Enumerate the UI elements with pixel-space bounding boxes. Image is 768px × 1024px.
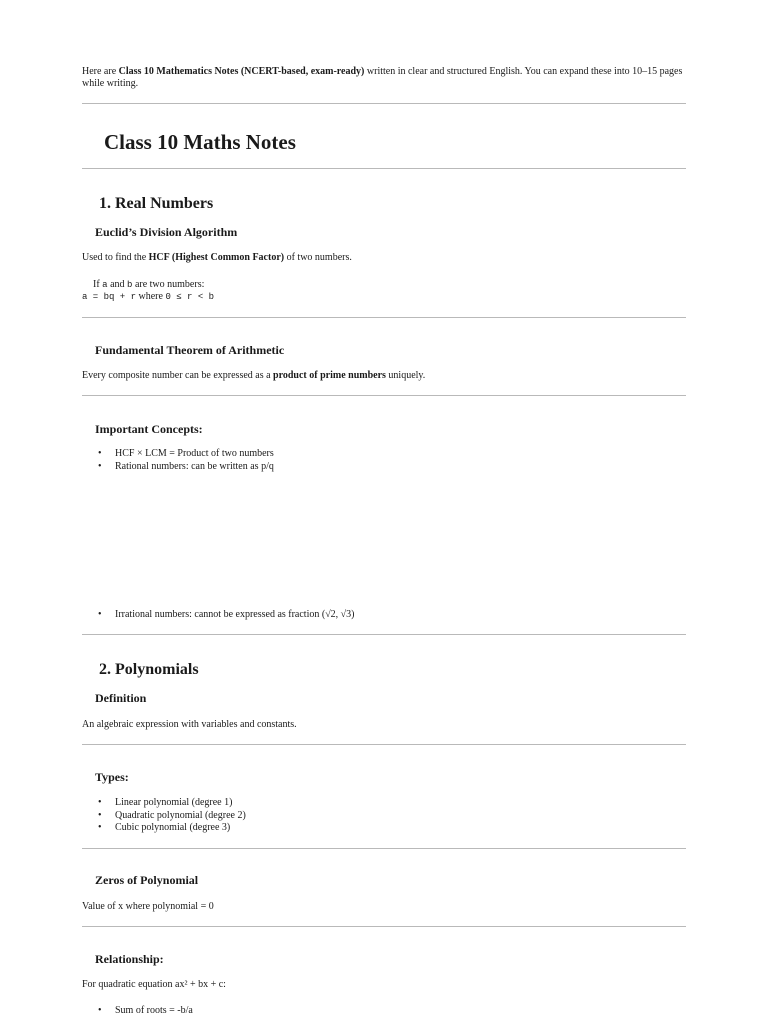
- list-item: [82, 1005, 193, 1018]
- divider: [82, 168, 686, 169]
- bullet-icon: •: [98, 797, 102, 808]
- list-item-text: Rational numbers: can be written as p/q: [115, 460, 274, 472]
- formula-mid: where: [136, 291, 166, 302]
- divider: [82, 634, 686, 635]
- subheading-important-concepts: Important Concepts:: [95, 422, 203, 436]
- list-item: [82, 609, 355, 622]
- divider: [82, 848, 686, 849]
- intro-paragraph: [82, 66, 686, 90]
- euclid-text-bold: HCF (Highest Common Factor): [148, 252, 285, 263]
- subheading-relationship: Relationship:: [95, 952, 164, 966]
- euclid-line: [93, 279, 204, 291]
- section-heading-real-numbers: 1. Real Numbers: [99, 195, 214, 212]
- relationship-text: For quadratic equation ax² + bx + c:: [82, 979, 226, 990]
- list-item-text: Sum of roots = -b/a: [115, 1005, 193, 1016]
- intro-suffix: written in clear and structured English. You can expand these into 10–15 pages while writing.: [82, 66, 683, 89]
- zeros-text: Value of x where polynomial = 0: [82, 901, 214, 912]
- var-b: b: [127, 280, 133, 290]
- divider: [82, 744, 686, 745]
- concepts-list: [82, 448, 274, 473]
- euclid-line-suffix: are two numbers:: [132, 279, 205, 290]
- section-heading-polynomials: 2. Polynomials: [99, 661, 199, 678]
- subheading-zeros: Zeros of Polynomial: [95, 873, 199, 887]
- divider: [82, 103, 686, 104]
- fta-text-suffix: uniquely.: [385, 370, 426, 381]
- bullet-icon: •: [98, 448, 102, 459]
- euclid-text-prefix: Used to find the: [82, 252, 149, 263]
- bullet-icon: •: [98, 809, 102, 821]
- fta-text-bold: product of prime numbers: [273, 370, 386, 381]
- list-item-text: Irrational numbers: cannot be expressed as fraction (√2, √3): [115, 609, 355, 620]
- fta-description: [82, 370, 425, 382]
- formula-condition: 0 ≤ r < b: [165, 292, 215, 302]
- relationship-list: [82, 1005, 193, 1018]
- list-item-text: Quadratic polynomial (degree 2): [115, 809, 246, 821]
- definition-text: An algebraic expression with variables and constants.: [82, 719, 297, 730]
- euclid-line-prefix: If: [93, 279, 103, 290]
- euclid-text-suffix: of two numbers.: [284, 252, 352, 263]
- types-list: [82, 797, 246, 835]
- list-item: [82, 810, 246, 823]
- bullet-icon: •: [98, 1005, 102, 1016]
- intro-prefix: Here are: [82, 66, 119, 77]
- page-title: Class 10 Maths Notes: [104, 130, 296, 154]
- bullet-icon: •: [98, 460, 102, 472]
- divider: [82, 926, 686, 927]
- list-item: [82, 797, 246, 810]
- intro-bold-text: Class 10 Mathematics Notes (NCERT-based, exam-ready): [118, 66, 365, 77]
- list-item-text: HCF × LCM = Product of two numbers: [115, 448, 274, 459]
- formula-code: a = bq + r: [82, 292, 137, 302]
- divider: [82, 395, 686, 396]
- divider: [82, 317, 686, 318]
- subheading-euclid: Euclid’s Division Algorithm: [95, 225, 238, 239]
- concepts-list-continued: [82, 609, 355, 622]
- list-item: [82, 448, 274, 461]
- subheading-fta: Fundamental Theorem of Arithmetic: [95, 343, 285, 357]
- euclid-line-mid: and: [107, 279, 128, 290]
- bullet-icon: •: [98, 822, 102, 833]
- list-item: [82, 461, 274, 474]
- list-item-text: Linear polynomial (degree 1): [115, 797, 233, 808]
- euclid-description: [82, 252, 352, 264]
- var-a: a: [102, 280, 108, 290]
- subheading-definition: Definition: [95, 691, 147, 705]
- list-item-text: Cubic polynomial (degree 3): [115, 822, 231, 833]
- list-item: [82, 822, 246, 835]
- subheading-types: Types:: [95, 770, 129, 784]
- euclid-formula: [82, 291, 214, 303]
- fta-text-prefix: Every composite number can be expressed as a: [82, 370, 274, 381]
- bullet-icon: •: [98, 609, 102, 620]
